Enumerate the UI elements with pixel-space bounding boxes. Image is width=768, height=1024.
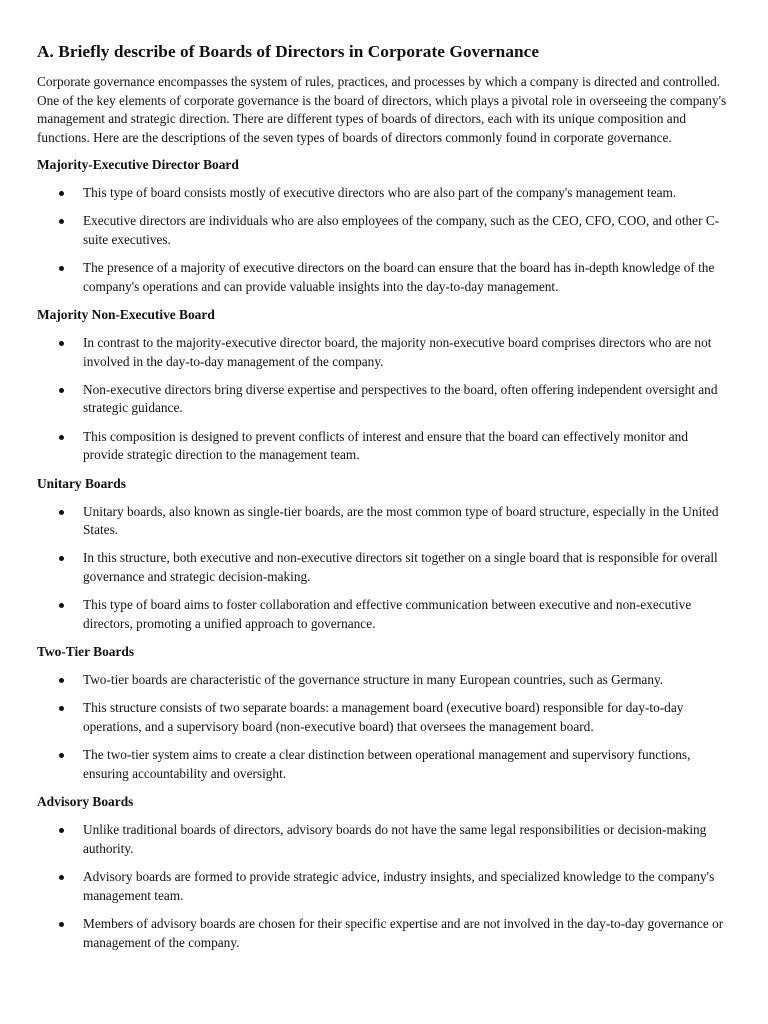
- section: [37, 643, 733, 784]
- bullet-dot-icon: [59, 603, 64, 608]
- bullet-text: Non-executive directors bring diverse expertise and perspectives to the board, often offering independent oversight and strategic guidance.: [83, 381, 718, 416]
- bullet-dot-icon: [59, 191, 64, 196]
- section-heading: Majority Non-Executive Board: [37, 306, 215, 322]
- bullet-dot-icon: [59, 922, 64, 927]
- bullet-item: [37, 915, 733, 952]
- bullet-dot-icon: [59, 341, 64, 346]
- bullet-text: Executive directors are individuals who are also employees of the company, such as the CEO, CFO, COO, and other C-suite executives.: [83, 213, 720, 247]
- bullet-item: [37, 184, 733, 203]
- bullet-dot-icon: [59, 219, 64, 224]
- bullet-item: [37, 428, 733, 465]
- document-page: [37, 40, 733, 962]
- bullet-item: [37, 334, 733, 371]
- section-heading: Two-Tier Boards: [37, 644, 135, 660]
- bullet-text: Two-tier boards are characteristic of the governance structure in many European countries, such as Germany.: [83, 672, 664, 688]
- bullet-item: [37, 671, 733, 690]
- bullet-text: Unitary boards, also known as single-tier boards, are the most common type of board structure, especially in the United States.: [83, 503, 719, 538]
- bullet-text: In this structure, both executive and non-executive directors sit together on a single board that is responsible for overall governance and strategic decision-making.: [83, 550, 718, 585]
- bullet-text: In contrast to the majority-executive director board, the majority non-executive board comprises directors who are not involved in the day-to-day management of the company.: [83, 334, 712, 369]
- bullet-item: [37, 212, 733, 249]
- bullet-text: Members of advisory boards are chosen for their specific expertise and are not involved in the day-to-day governance or management of the company.: [83, 916, 724, 950]
- sections-container: [37, 156, 733, 953]
- bullet-text: The two-tier system aims to create a clear distinction between operational management and supervisory functions, ensuring accountability and oversight.: [83, 747, 691, 782]
- bullet-item: [37, 381, 733, 418]
- document-title: A. Briefly describe of Boards of Directors in Corporate Governance: [37, 42, 540, 61]
- bullet-text: This type of board aims to foster collaboration and effective communication between executive and non-executive directors, promoting a unified approach to governance.: [83, 597, 692, 632]
- bullet-item: [37, 596, 733, 633]
- bullet-dot-icon: [59, 678, 64, 683]
- section: [37, 475, 733, 634]
- bullet-dot-icon: [59, 556, 64, 561]
- intro-paragraph: Corporate governance encompasses the system of rules, practices, and processes by which a company is directed and controlled. One of the key elements of corporate governance is the board of directors, which plays a pivotal role in overseeing the company's management and strategic direction. There are different types of boards of directors, each with its unique composition and functions. Here are the descriptions of the seven types of boards of directors commonly found in corporate governance.: [37, 74, 727, 146]
- bullet-text: This type of board consists mostly of executive directors who are also part of the company's management team.: [83, 184, 677, 200]
- bullet-text: Advisory boards are formed to provide strategic advice, industry insights, and specialized knowledge to the company's management team.: [83, 869, 715, 903]
- bullet-list: [37, 821, 733, 952]
- bullet-item: [37, 549, 733, 586]
- bullet-item: [37, 746, 733, 783]
- bullet-list: [37, 503, 733, 634]
- section-heading: Majority-Executive Director Board: [37, 156, 239, 172]
- bullet-dot-icon: [59, 435, 64, 440]
- section: [37, 306, 733, 465]
- bullet-text: The presence of a majority of executive directors on the board can ensure that the board has in-depth knowledge of the company's operations and can provide valuable insights into the day-to-day management.: [83, 259, 715, 294]
- bullet-dot-icon: [59, 510, 64, 515]
- bullet-item: [37, 699, 733, 736]
- section: [37, 156, 733, 297]
- bullet-item: [37, 868, 733, 905]
- bullet-item: [37, 503, 733, 540]
- section-heading: Unitary Boards: [37, 475, 126, 491]
- bullet-item: [37, 259, 733, 296]
- bullet-dot-icon: [59, 266, 64, 271]
- bullet-text: This composition is designed to prevent conflicts of interest and ensure that the board can effectively monitor and provide strategic direction to the management team.: [83, 428, 688, 463]
- bullet-list: [37, 334, 733, 465]
- bullet-dot-icon: [59, 828, 64, 833]
- bullet-item: [37, 821, 733, 858]
- bullet-dot-icon: [59, 706, 64, 711]
- bullet-dot-icon: [59, 875, 64, 880]
- section: [37, 793, 733, 952]
- bullet-list: [37, 184, 733, 297]
- bullet-list: [37, 671, 733, 784]
- bullet-dot-icon: [59, 753, 64, 758]
- section-heading: Advisory Boards: [37, 794, 134, 810]
- bullet-text: This structure consists of two separate boards: a management board (executive board) responsible for day-to-day operations, and a supervisory board (non-executive board) that oversees the management board.: [83, 700, 684, 735]
- bullet-dot-icon: [59, 388, 64, 393]
- bullet-text: Unlike traditional boards of directors, advisory boards do not have the same legal responsibilities or decision-making authority.: [83, 822, 707, 856]
